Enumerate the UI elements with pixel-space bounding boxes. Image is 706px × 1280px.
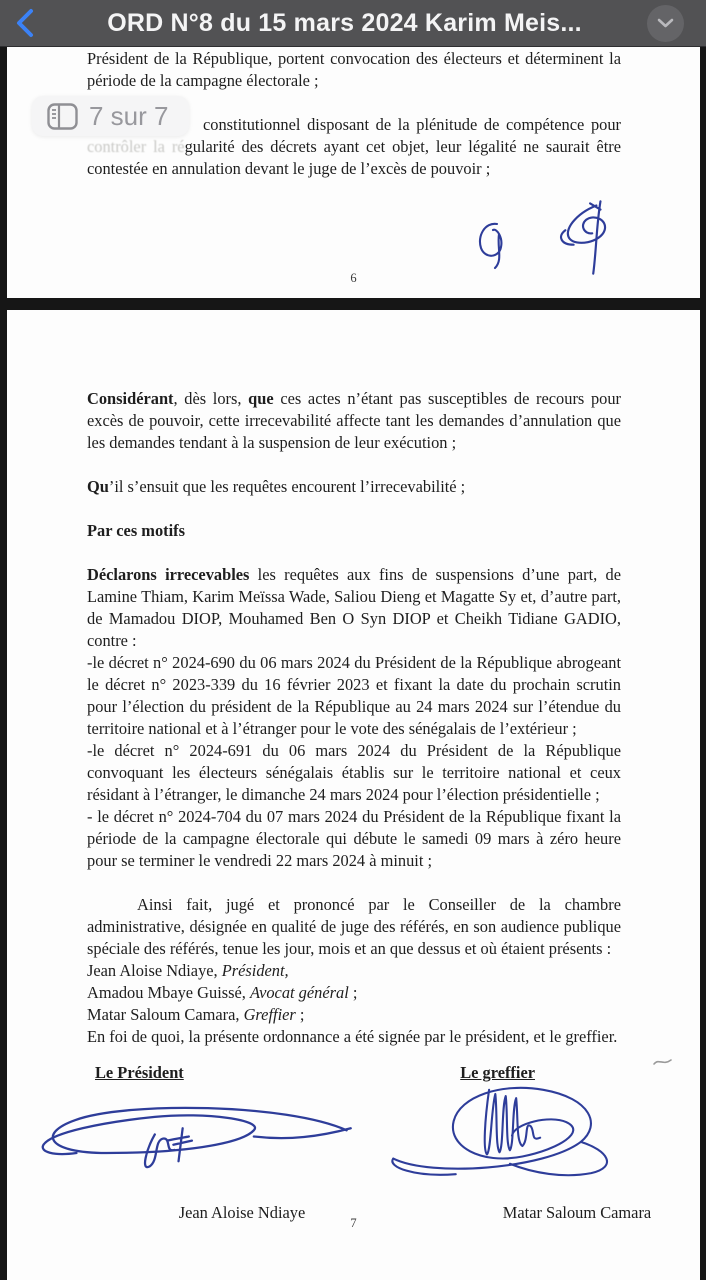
document-title: ORD N°8 du 15 mars 2024 Karim Meis... xyxy=(107,8,582,37)
text-segment: En foi de quoi, la présente ordonnance a été signée par le président, et le greffier. xyxy=(87,1027,618,1046)
text-segment: Président de la République, portent convocation des électeurs et déterminent la xyxy=(87,49,621,68)
collapse-button[interactable] xyxy=(647,5,684,42)
text-segment: ; xyxy=(348,983,358,1002)
paragraph xyxy=(87,982,621,1004)
document-page-7 xyxy=(7,310,700,1280)
paragraph xyxy=(87,740,621,806)
text-segment: Déclarons irrecevables xyxy=(87,565,250,584)
text-segment: ; xyxy=(295,1005,305,1024)
text-segment: Avocat général xyxy=(249,983,349,1002)
text-segment: Par ces motifs xyxy=(87,521,186,540)
text-segment: - le décret n° 2024-704 du 07 mars 2024 du Président de la République fixant la période de la campagne électorale qui débute le samedi 09 mars à zéro heure pour se terminer le vendredi 22 mars 2024 à minuit ; xyxy=(87,807,621,870)
text-segment: , dès lors, xyxy=(173,389,249,408)
paragraph xyxy=(87,960,621,982)
paragraph xyxy=(87,894,621,960)
greffier-heading: Le greffier xyxy=(460,1063,535,1082)
president-name: Jean Aloise Ndiaye xyxy=(178,1203,306,1222)
page-indicator-badge[interactable] xyxy=(32,96,189,136)
paragraph xyxy=(87,652,621,740)
text-segment: Président, xyxy=(221,961,289,980)
paragraph xyxy=(87,476,621,498)
text-segment: -le décret n° 2024-691 du 06 mars 2024 du Président de la République convoquant les électeurs sénégalais établis sur le territoire national et ceux résidant à l’étranger, le dimanche 24 mars 2024 pour l’élection présidentielle ; xyxy=(87,741,621,804)
paragraph xyxy=(87,388,621,454)
initial-signature-mark-2 xyxy=(555,199,617,277)
paragraph xyxy=(87,1004,621,1026)
text-line xyxy=(87,48,621,70)
text-line xyxy=(87,158,621,180)
text-line xyxy=(87,136,621,158)
text-segment: les requêtes aux fins de suspensions d’une part, de Lamine Thiam, Karim Meïssa Wade, Saliou Dieng et Magatte Sy et, d’autre part, de Mamadou DIOP, Mouhamed Ben O Syn DIOP et Cheikh Tidiane GADIO, contre : xyxy=(87,565,622,650)
page7-number: 7 xyxy=(350,1216,357,1230)
text-segment: gularité des décrets ayant cet objet, leur légalité ne saurait être xyxy=(184,137,621,156)
navbar xyxy=(0,0,706,47)
text-segment: Ainsi fait, jugé et prononcé par le Conseiller de la chambre administrative, désignée en qualité de juge des référés, en son audience publique spéciale des référés, tenue les jour, mois et an que dessus et où étaient présents : xyxy=(87,895,621,958)
signature-greffier xyxy=(387,1076,637,1188)
text-segment: Matar Saloum Camara, xyxy=(87,1005,244,1024)
pages-icon xyxy=(47,103,78,130)
text-segment: Considérant xyxy=(87,389,174,408)
document-page-6 xyxy=(7,47,700,298)
stray-pen-mark xyxy=(652,1055,674,1069)
signature-president xyxy=(29,1086,359,1186)
text-segment: Greffier xyxy=(243,1005,296,1024)
paragraph xyxy=(87,520,621,542)
paragraph xyxy=(87,806,621,872)
page6-paragraph-1 xyxy=(87,48,621,92)
text-segment: que xyxy=(248,389,274,408)
chevron-left-icon xyxy=(14,8,36,38)
text-segment: Amadou Mbaye Guissé, xyxy=(87,983,250,1002)
text-segment: Qu xyxy=(87,477,109,496)
text-segment: période de la campagne électorale ; xyxy=(87,71,319,90)
greffier-name: Matar Saloum Camara xyxy=(502,1203,652,1222)
president-heading: Le Président xyxy=(95,1063,184,1082)
text-segment: constitutionnel disposant de la plénitude de compétence pour xyxy=(203,115,621,134)
text-segment: -le décret n° 2024-690 du 06 mars 2024 du Président de la République abrogeant le décret n° 2023-339 du 16 février 2023 et fixant la date du prochain scrutin pour l’élection du président de la République au 24 mars 2024 sur l’étendue du territoire national et à l’étranger pour le vote des sénégalais de l’extérieur ; xyxy=(87,653,621,738)
text-segment: ces actes n’étant pas susceptibles de recours pour excès de pouvoir, cette irrecevabilité affecte tant les demandes d’annulation que les demandes tendant à la suspension de leur exécution ; xyxy=(87,389,621,452)
text-segment: Jean Aloise Ndiaye, xyxy=(87,961,222,980)
text-segment: ’il s’ensuit que les requêtes encourent l’irrecevabilité ; xyxy=(108,477,466,496)
paragraph xyxy=(87,1026,621,1048)
back-button[interactable] xyxy=(0,0,50,47)
chevron-down-icon xyxy=(657,18,674,28)
text-segment: contestée en annulation devant le juge de l’excès de pouvoir ; xyxy=(87,159,491,178)
page6-number: 6 xyxy=(350,271,357,285)
paragraph xyxy=(87,564,621,652)
text-segment: contrôler la ré xyxy=(87,137,185,156)
text-line xyxy=(87,70,621,92)
signatures-area xyxy=(87,1084,621,1202)
page7-paragraphs xyxy=(87,388,621,1048)
initial-signature-mark-1 xyxy=(475,219,511,271)
page-indicator-label: 7 sur 7 xyxy=(89,100,169,131)
